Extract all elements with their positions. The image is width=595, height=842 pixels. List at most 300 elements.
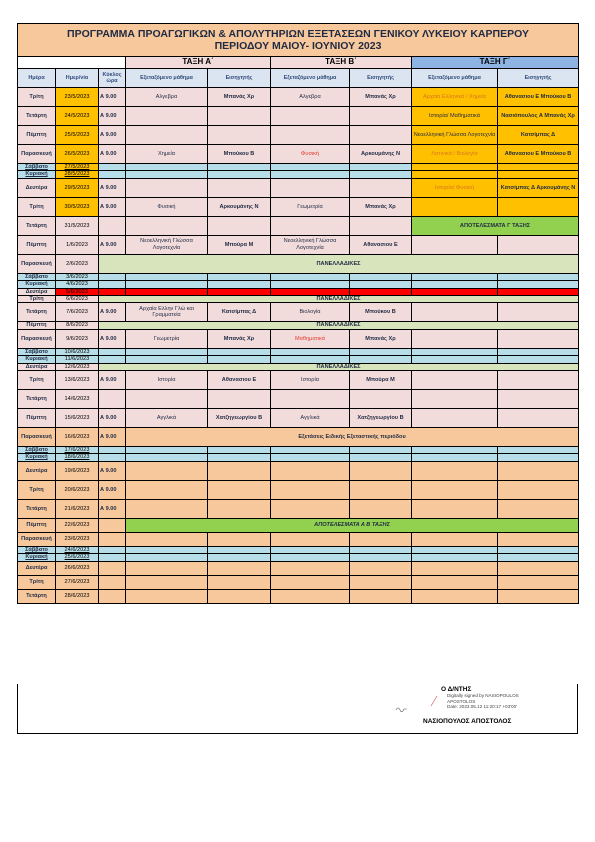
day-cell: Πέμπτη: [18, 322, 56, 329]
a-subject-cell: [126, 454, 208, 461]
c-teacher-cell: [498, 461, 579, 480]
col-b-teacher: Εισηγητής: [350, 69, 412, 88]
col-c-teacher: Εισηγητής: [498, 69, 579, 88]
special-exams-banner: Εξετάσεις Ειδικής Εξεταστικής περιόδου: [126, 428, 579, 447]
day-cell: Κυριακή: [18, 171, 56, 178]
day-cell: Παρασκευή: [18, 145, 56, 164]
day-cell: Πέμπτη: [18, 235, 56, 254]
date-cell: 23/5/2023: [56, 88, 99, 107]
a-subject-cell: Αγγλικά: [126, 409, 208, 428]
a-teacher-cell: Μπούκου Β: [208, 145, 271, 164]
table-row: [18, 371, 579, 390]
a-subject-cell: [126, 216, 208, 235]
b-subject-cell: [271, 575, 350, 589]
c-subject-cell: [412, 348, 498, 355]
day-cell: Πέμπτη: [18, 409, 56, 428]
date-cell: 17/6/2023: [56, 447, 99, 454]
principal-title: Ο Δ/ΝΤΗΣ: [441, 686, 472, 693]
b-teacher-cell: Χατζηγεωργίου Β: [350, 409, 412, 428]
a-teacher-cell: Αθανασιου Ε: [208, 371, 271, 390]
c-subject-cell: [412, 329, 498, 348]
section-blank: [18, 57, 126, 69]
a-subject-cell: [126, 554, 208, 561]
b-teacher-cell: [350, 575, 412, 589]
c-subject-cell: [412, 197, 498, 216]
b-subject-cell: [271, 107, 350, 126]
table-row: [18, 296, 579, 303]
date-cell: 24/6/2023: [56, 546, 99, 553]
c-subject-cell: Νεοελληνική Γλώσσα Λογοτεχνία: [412, 126, 498, 145]
date-cell: 26/6/2023: [56, 561, 99, 575]
b-subject-cell: [271, 178, 350, 197]
c-teacher-cell: [498, 171, 579, 178]
time-cell: Α 9.00: [99, 107, 126, 126]
c-subject-cell: [412, 164, 498, 171]
a-teacher-cell: [208, 480, 271, 499]
date-cell: 27/5/2023: [56, 164, 99, 171]
b-teacher-cell: Μπανάς Χρ: [350, 197, 412, 216]
time-cell: [99, 216, 126, 235]
a-teacher-cell: [208, 589, 271, 603]
time-cell: [99, 575, 126, 589]
panhellenic-banner: ΠΑΝΕΛΛΑΔΙΚΕΣ: [99, 254, 579, 273]
table-row: [18, 532, 579, 546]
table-row: [18, 363, 579, 370]
a-teacher-cell: [208, 554, 271, 561]
date-cell: 26/5/2023: [56, 145, 99, 164]
b-subject-cell: [271, 348, 350, 355]
day-cell: Τρίτη: [18, 480, 56, 499]
table-row: [18, 447, 579, 454]
time-cell: Α 9.00: [99, 145, 126, 164]
time-cell: [99, 390, 126, 409]
time-cell: Α 9.00: [99, 329, 126, 348]
c-teacher-cell: [498, 409, 579, 428]
b-teacher-cell: Μπανάς Χρ: [350, 329, 412, 348]
table-row: [18, 428, 579, 447]
b-teacher-cell: [350, 107, 412, 126]
c-subject-cell: [412, 532, 498, 546]
day-cell: Τετάρτη: [18, 107, 56, 126]
b-teacher-cell: Αρκουμάνης Ν: [350, 145, 412, 164]
b-teacher-cell: [350, 390, 412, 409]
exam-schedule-table: [17, 23, 579, 604]
b-subject-cell: Νεοελληνική Γλώσσα Λογοτεχνία: [271, 235, 350, 254]
b-teacher-cell: [350, 171, 412, 178]
c-teacher-cell: Κατσίμπας Δ Αρκουμάνης Ν: [498, 178, 579, 197]
c-teacher-cell: [498, 281, 579, 288]
date-cell: 29/5/2023: [56, 178, 99, 197]
a-subject-cell: [126, 178, 208, 197]
a-teacher-cell: [208, 171, 271, 178]
time-cell: Α 9.00: [99, 126, 126, 145]
table-row: [18, 480, 579, 499]
digital-signature: [423, 693, 563, 710]
b-subject-cell: [271, 546, 350, 553]
a-subject-cell: Νεοελληνική Γλώσσα Λογοτεχνία: [126, 235, 208, 254]
a-teacher-cell: [208, 164, 271, 171]
time-cell: [99, 518, 126, 532]
a-subject-cell: [126, 390, 208, 409]
panhellenic-banner: ΠΑΝΕΛΛΑΔΙΚΕΣ: [99, 296, 579, 303]
c-subject-cell: [412, 454, 498, 461]
b-teacher-cell: [350, 288, 412, 295]
a-teacher-cell: [208, 461, 271, 480]
a-teacher-cell: Χατζηγεωργίου Β: [208, 409, 271, 428]
b-subject-cell: Μαθηματικά: [271, 329, 350, 348]
column-header-row: [18, 69, 579, 88]
a-teacher-cell: [208, 499, 271, 518]
a-teacher-cell: [208, 178, 271, 197]
day-cell: Σάββατο: [18, 447, 56, 454]
time-cell: Α 9.00: [99, 303, 126, 322]
a-teacher-cell: Αρκουμάνης Ν: [208, 197, 271, 216]
c-teacher-cell: [498, 197, 579, 216]
table-row: [18, 88, 579, 107]
time-cell: Α 9.00: [99, 371, 126, 390]
a-subject-cell: [126, 532, 208, 546]
b-subject-cell: Γεωμετρία: [271, 197, 350, 216]
a-subject-cell: [126, 575, 208, 589]
c-teacher-cell: [498, 371, 579, 390]
b-teacher-cell: [350, 546, 412, 553]
b-teacher-cell: [350, 447, 412, 454]
a-subject-cell: [126, 461, 208, 480]
table-row: [18, 281, 579, 288]
date-cell: 10/6/2023: [56, 348, 99, 355]
b-subject-cell: [271, 554, 350, 561]
table-row: [18, 454, 579, 461]
time-cell: Α 9.00: [99, 235, 126, 254]
c-teacher-cell: Νασιόπουλος Α Μπανάς Χρ: [498, 107, 579, 126]
table-row: [18, 561, 579, 575]
date-cell: 12/6/2023: [56, 363, 99, 370]
b-subject-cell: Φυσική: [271, 145, 350, 164]
c-subject-cell: Αρχαία Ελληνικά / Χημεία: [412, 88, 498, 107]
table-row: [18, 171, 579, 178]
date-cell: 23/6/2023: [56, 532, 99, 546]
c-subject-cell: [412, 575, 498, 589]
b-subject-cell: [271, 171, 350, 178]
day-cell: Τρίτη: [18, 296, 56, 303]
a-subject-cell: Αρχαία Ελλην Γλώ και Γραμματεία: [126, 303, 208, 322]
c-subject-cell: Ιστορία/ Μαθηματικά: [412, 107, 498, 126]
a-subject-cell: [126, 348, 208, 355]
c-subject-cell: [412, 390, 498, 409]
date-cell: 19/6/2023: [56, 461, 99, 480]
a-subject-cell: Φυσική: [126, 197, 208, 216]
c-teacher-cell: [498, 589, 579, 603]
day-cell: Κυριακή: [18, 281, 56, 288]
a-teacher-cell: [208, 532, 271, 546]
b-teacher-cell: Μπούκου Β: [350, 303, 412, 322]
a-teacher-cell: Κατσίμπας Δ: [208, 303, 271, 322]
b-teacher-cell: [350, 216, 412, 235]
date-cell: 1/6/2023: [56, 235, 99, 254]
a-subject-cell: [126, 499, 208, 518]
date-cell: 25/5/2023: [56, 126, 99, 145]
b-teacher-cell: [350, 348, 412, 355]
b-subject-cell: Ιστορία: [271, 371, 350, 390]
table-row: [18, 461, 579, 480]
c-teacher-cell: [498, 499, 579, 518]
b-teacher-cell: [350, 164, 412, 171]
a-teacher-cell: [208, 348, 271, 355]
date-cell: 5/6/2023: [56, 288, 99, 295]
b-teacher-cell: Μπανάς Χρ: [350, 88, 412, 107]
principal-name: ΝΑΣΙΟΠΟΥΛΟΣ ΑΠΟΣΤΟΛΟΣ: [423, 717, 512, 725]
table-row: [18, 575, 579, 589]
col-a-subject: Εξεταζόμενο μάθημα: [126, 69, 208, 88]
table-row: [18, 216, 579, 235]
day-cell: Τρίτη: [18, 575, 56, 589]
c-teacher-cell: [498, 454, 579, 461]
b-teacher-cell: [350, 281, 412, 288]
c-teacher-cell: [498, 329, 579, 348]
a-teacher-cell: [208, 356, 271, 363]
table-row: [18, 197, 579, 216]
day-cell: Πέμπτη: [18, 126, 56, 145]
c-subject-cell: [412, 371, 498, 390]
day-cell: Κυριακή: [18, 454, 56, 461]
a-subject-cell: [126, 447, 208, 454]
b-teacher-cell: [350, 356, 412, 363]
date-cell: 11/6/2023: [56, 356, 99, 363]
c-teacher-cell: [498, 348, 579, 355]
table-row: [18, 589, 579, 603]
a-subject-cell: [126, 356, 208, 363]
date-cell: 28/6/2023: [56, 589, 99, 603]
signature-line-1: Digitally signed by NASIOPOULOS: [447, 693, 519, 698]
section-taxi-b: ΤΑΞΗ Β΄: [271, 57, 412, 69]
a-subject-cell: [126, 288, 208, 295]
table-row: [18, 164, 579, 171]
c-subject-cell: [412, 288, 498, 295]
page-title: [18, 24, 579, 57]
principal-signature-block: [423, 686, 563, 725]
a-subject-cell: [126, 126, 208, 145]
col-a-teacher: Εισηγητής: [208, 69, 271, 88]
a-subject-cell: [126, 281, 208, 288]
table-row: [18, 254, 579, 273]
table-row: [18, 554, 579, 561]
b-teacher-cell: [350, 461, 412, 480]
time-cell: [99, 348, 126, 355]
b-subject-cell: [271, 561, 350, 575]
time-cell: Α 9.00: [99, 88, 126, 107]
a-teacher-cell: [208, 281, 271, 288]
col-date: Ημερ/νία: [56, 69, 99, 88]
table-row: [18, 235, 579, 254]
a-subject-cell: Αλγεβρα: [126, 88, 208, 107]
table-row: [18, 356, 579, 363]
table-row: [18, 322, 579, 329]
date-cell: 27/6/2023: [56, 575, 99, 589]
c-subject-cell: [412, 554, 498, 561]
c-teacher-cell: [498, 273, 579, 280]
c-teacher-cell: [498, 390, 579, 409]
b-subject-cell: [271, 126, 350, 145]
b-subject-cell: Αγγλικά: [271, 409, 350, 428]
c-subject-cell: [412, 546, 498, 553]
a-subject-cell: [126, 546, 208, 553]
time-cell: [99, 532, 126, 546]
table-row: [18, 145, 579, 164]
day-cell: Τετάρτη: [18, 390, 56, 409]
time-cell: [99, 281, 126, 288]
date-cell: 25/6/2023: [56, 554, 99, 561]
date-cell: 14/6/2023: [56, 390, 99, 409]
c-teacher-cell: Αθανασιου Ε Μπούκου Β: [498, 88, 579, 107]
a-teacher-cell: [208, 216, 271, 235]
c-subject-cell: [412, 235, 498, 254]
time-cell: [99, 454, 126, 461]
results-ab-banner: ΑΠΟΤΕΛΕΣΜΑΤΑ Α Β ΤΑΞΗΣ: [126, 518, 579, 532]
day-cell: Κυριακή: [18, 356, 56, 363]
b-subject-cell: [271, 281, 350, 288]
a-subject-cell: [126, 480, 208, 499]
c-subject-cell: Ιστορία/ Φυσική: [412, 178, 498, 197]
c-subject-cell: [412, 461, 498, 480]
date-cell: 16/6/2023: [56, 428, 99, 447]
c-teacher-cell: Κατσίμπας Δ: [498, 126, 579, 145]
b-subject-cell: [271, 447, 350, 454]
c-subject-cell: [412, 273, 498, 280]
a-subject-cell: [126, 171, 208, 178]
time-cell: [99, 561, 126, 575]
title-line-1: ΠΡΟΓΡΑΜΜΑ ΠΡΟΑΓΩΓΙΚΩΝ & ΑΠΟΛΥΤΗΡΙΩΝ ΕΞΕΤΑΣΕΩΝ ΓΕΝΙΚΟΥ ΛΥΚΕΙΟΥ ΚΑΡΠΕΡΟΥ: [67, 28, 529, 40]
c-teacher-cell: [498, 447, 579, 454]
c-teacher-cell: [498, 554, 579, 561]
c-teacher-cell: [498, 532, 579, 546]
a-teacher-cell: [208, 447, 271, 454]
table-row: [18, 126, 579, 145]
b-teacher-cell: [350, 480, 412, 499]
table-row: [18, 348, 579, 355]
c-teacher-cell: [498, 303, 579, 322]
b-subject-cell: [271, 480, 350, 499]
time-cell: [99, 273, 126, 280]
time-cell: Α 9.00: [99, 499, 126, 518]
b-teacher-cell: [350, 554, 412, 561]
table-row: [18, 390, 579, 409]
date-cell: 30/5/2023: [56, 197, 99, 216]
col-day: Ημέρα: [18, 69, 56, 88]
time-cell: [99, 589, 126, 603]
day-cell: Τετάρτη: [18, 499, 56, 518]
a-subject-cell: Γεωμετρία: [126, 329, 208, 348]
day-cell: Σάββατο: [18, 546, 56, 553]
results-c-banner: ΑΠΟΤΕΛΕΣΜΑΤΑ Γ ΤΑΞΗΣ: [412, 216, 579, 235]
a-subject-cell: [126, 589, 208, 603]
day-cell: Παρασκευή: [18, 329, 56, 348]
signature-date: Date: 2023.05.12 11:20:17 +03'00': [447, 704, 517, 709]
date-cell: 2/6/2023: [56, 254, 99, 273]
section-taxi-c: ΤΑΞΗ Γ΄: [412, 57, 579, 69]
b-teacher-cell: [350, 178, 412, 197]
b-teacher-cell: Αθανασιου Ε: [350, 235, 412, 254]
b-subject-cell: [271, 589, 350, 603]
day-cell: Τετάρτη: [18, 303, 56, 322]
time-cell: Α 9.00: [99, 428, 126, 447]
day-cell: Τετάρτη: [18, 216, 56, 235]
a-teacher-cell: [208, 107, 271, 126]
time-cell: [99, 164, 126, 171]
a-teacher-cell: [208, 273, 271, 280]
day-cell: Δευτέρα: [18, 461, 56, 480]
c-teacher-cell: [498, 575, 579, 589]
table-row: [18, 499, 579, 518]
c-teacher-cell: [498, 561, 579, 575]
b-teacher-cell: [350, 126, 412, 145]
c-subject-cell: [412, 171, 498, 178]
date-cell: 3/6/2023: [56, 273, 99, 280]
day-cell: Δευτέρα: [18, 288, 56, 295]
day-cell: Τρίτη: [18, 371, 56, 390]
time-cell: Α 9.00: [99, 461, 126, 480]
b-subject-cell: [271, 454, 350, 461]
signature-line-2: APOSTOLOS: [447, 698, 476, 704]
b-teacher-cell: [350, 589, 412, 603]
day-cell: Δευτέρα: [18, 561, 56, 575]
title-row: [18, 24, 579, 57]
time-cell: Α 9.00: [99, 178, 126, 197]
table-row: [18, 303, 579, 322]
time-cell: [99, 288, 126, 295]
day-cell: Τρίτη: [18, 88, 56, 107]
a-subject-cell: [126, 164, 208, 171]
panhellenic-banner: ΠΑΝΕΛΛΑΔΙΚΕΣ: [99, 363, 579, 370]
c-teacher-cell: [498, 356, 579, 363]
a-teacher-cell: Μπούρα Μ: [208, 235, 271, 254]
c-teacher-cell: [498, 546, 579, 553]
section-header-row: [18, 57, 579, 69]
day-cell: Δευτέρα: [18, 363, 56, 370]
day-cell: Παρασκευή: [18, 532, 56, 546]
b-subject-cell: [271, 532, 350, 546]
date-cell: 13/6/2023: [56, 371, 99, 390]
b-subject-cell: [271, 461, 350, 480]
c-teacher-cell: [498, 235, 579, 254]
col-c-subject: Εξεταζόμενο μάθημα: [412, 69, 498, 88]
a-teacher-cell: [208, 288, 271, 295]
a-subject-cell: Χημεία: [126, 145, 208, 164]
date-cell: 6/6/2023: [56, 296, 99, 303]
c-subject-cell: [412, 303, 498, 322]
a-teacher-cell: [208, 546, 271, 553]
day-cell: Σάββατο: [18, 273, 56, 280]
day-cell: Τετάρτη: [18, 589, 56, 603]
b-subject-cell: [271, 390, 350, 409]
b-teacher-cell: [350, 454, 412, 461]
b-teacher-cell: [350, 561, 412, 575]
a-teacher-cell: Μπανάς Χρ: [208, 329, 271, 348]
table-row: [18, 518, 579, 532]
date-cell: 21/6/2023: [56, 499, 99, 518]
section-taxi-a: ΤΑΞΗ Α΄: [126, 57, 271, 69]
day-cell: Σάββατο: [18, 348, 56, 355]
a-teacher-cell: Μπανάς Χρ: [208, 88, 271, 107]
date-cell: 31/5/2023: [56, 216, 99, 235]
digital-signature-icon: [429, 694, 439, 708]
a-teacher-cell: [208, 390, 271, 409]
time-cell: Α 9.00: [99, 480, 126, 499]
col-b-subject: Εξεταζόμενο μάθημα: [271, 69, 350, 88]
table-row: [18, 107, 579, 126]
date-cell: 4/6/2023: [56, 281, 99, 288]
b-subject-cell: [271, 356, 350, 363]
exam-schedule-sheet: [17, 23, 578, 604]
